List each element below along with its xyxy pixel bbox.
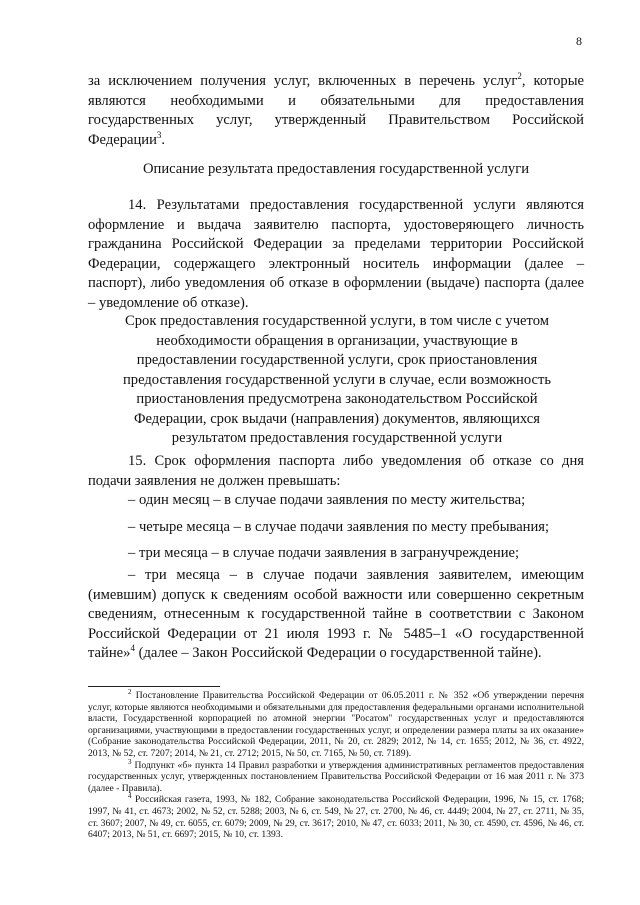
footnote-separator: [88, 686, 220, 687]
section-subheading: [112, 312, 562, 449]
section-heading: [88, 160, 584, 180]
footnote-number: 3: [128, 757, 132, 766]
footnote-4: [88, 794, 584, 840]
paragraph-14: [88, 196, 584, 313]
item-4-text: – три месяца – в случае подачи заявления заявителем, имеющим (имевшим) допуск к сведениям особой важности или совершенно секретным сведениям, отнесенным к государственной тайне в соответствии с Законом Российской Федерации от 21 июля 1993 г. № 5485–1 «О государственной тайне»: [88, 567, 584, 661]
footnote-text: Постановление Правительства Российской Федерации от 06.05.2011 г. № 352 «Об утверждении перечня услуг, которые являются необходимыми и обязательными для предоставления федеральными органами исполнительной власти, Государственной корпорацией по атомной энергии "Росатом" государственных услуг и предоставляются организациями, участвующими в предоставлении государственных услуг, и определении размера платы за их оказание» (Собрание законодательства Российской Федерации, 2011, № 20, ст. 2829; 2012, № 14, ст. 1655; 2012, № 36, ст. 4922, 2013, № 52, ст. 7207; 2014, № 21, ст. 2712; 2015, № 50, ст. 7165, № 50, ст. 7189).: [88, 690, 584, 759]
paragraph-item-4: [88, 566, 584, 664]
subheading-text: Срок предоставления государственной услуги, в том числе с учетом необходимости обращения в организации, участвующие в предоставлении государственной услуги, срок приостановления предоставления государственной услуги в случае, если возможность приостановления предусмотрена законодательством Российской Федерации, срок выдачи (направления) документов, являющихся результатом предоставления государственной услуги: [122, 313, 551, 446]
list-item: – один месяц – в случае подачи заявления по месту жительства;: [128, 492, 526, 508]
footnote-ref-2[interactable]: 2: [517, 71, 522, 82]
intro-paragraph: [88, 72, 584, 150]
intro-text: за исключением получения услуг, включенных в перечень услуг: [88, 73, 518, 89]
list-item: – три месяца – в случае подачи заявления в загранучреждение;: [128, 545, 520, 561]
list-item: – четыре месяца – в случае подачи заявления по месту пребывания;: [128, 518, 550, 535]
footnote-ref-3[interactable]: 3: [156, 129, 162, 140]
footnotes: [88, 687, 584, 841]
paragraph-15-text: 15. Срок оформления паспорта либо уведомления об отказе со дня подачи заявления не должен превышать:: [88, 453, 584, 489]
paragraph-15: [88, 452, 584, 491]
item-4-tail: (далее – Закон Российской Федерации о государственной тайне).: [134, 645, 542, 661]
footnote-text: Российская газета, 1993, № 182, Собрание законодательства Российской Федерации, 1996, № 15, ст. 1768; 1997, № 41, ст. 4673; 2002, № 52, ст. 5288; 2003, № 6, ст. 549, № 27, ст. 2700, № 46, ст. 4449; 2004, № 27, ст. 2711, № 35, ст. 3607; 2007, № 49, ст. 6055, ст. 6079; 2009, № 29, ст. 3617; 2010, № 47, ст. 6033; 2011, № 30, ст. 4590, ст. 4596, № 46, ст. 6407; 2013, № 51, ст. 6697; 2015, № 10, ст. 1393.: [88, 794, 584, 841]
footnote-text: Подпункт «б» пункта 14 Правил разработки и утверждения административных регламентов предоставления государственных услуг, утвержденных постановлением Правительства Российской Федерации от 16 мая 2011 г. № 373 (далее - Правила).: [88, 759, 584, 794]
footnote-ref-4[interactable]: 4: [130, 643, 135, 654]
heading-text: Описание результата предоставления государственной услуги: [142, 161, 530, 177]
intro-text-middle: , которые являются необходимыми и обязательными для предоставления государственных услуг, утвержденный Правительством Российской Федерации: [88, 73, 584, 148]
intro-text-end: .: [161, 131, 166, 148]
footnote-number: 2: [128, 687, 132, 696]
term-list: [128, 491, 588, 564]
page-number: 8: [576, 34, 582, 48]
footnote-3: [88, 757, 584, 795]
paragraph-14-text: 14. Результатами предоставления государственной услуги являются оформление и выдача заявителю паспорта, удостоверяющего личность гражданина Российской Федерации за пределами территории Российской Федерации, содержащего электронный носитель информации (далее – паспорт), либо уведомления об отказе в оформлении (выдаче) паспорта (далее – уведомление об отказе).: [88, 197, 584, 311]
footnote-2: [88, 687, 584, 760]
footnote-number: 4: [128, 792, 132, 801]
